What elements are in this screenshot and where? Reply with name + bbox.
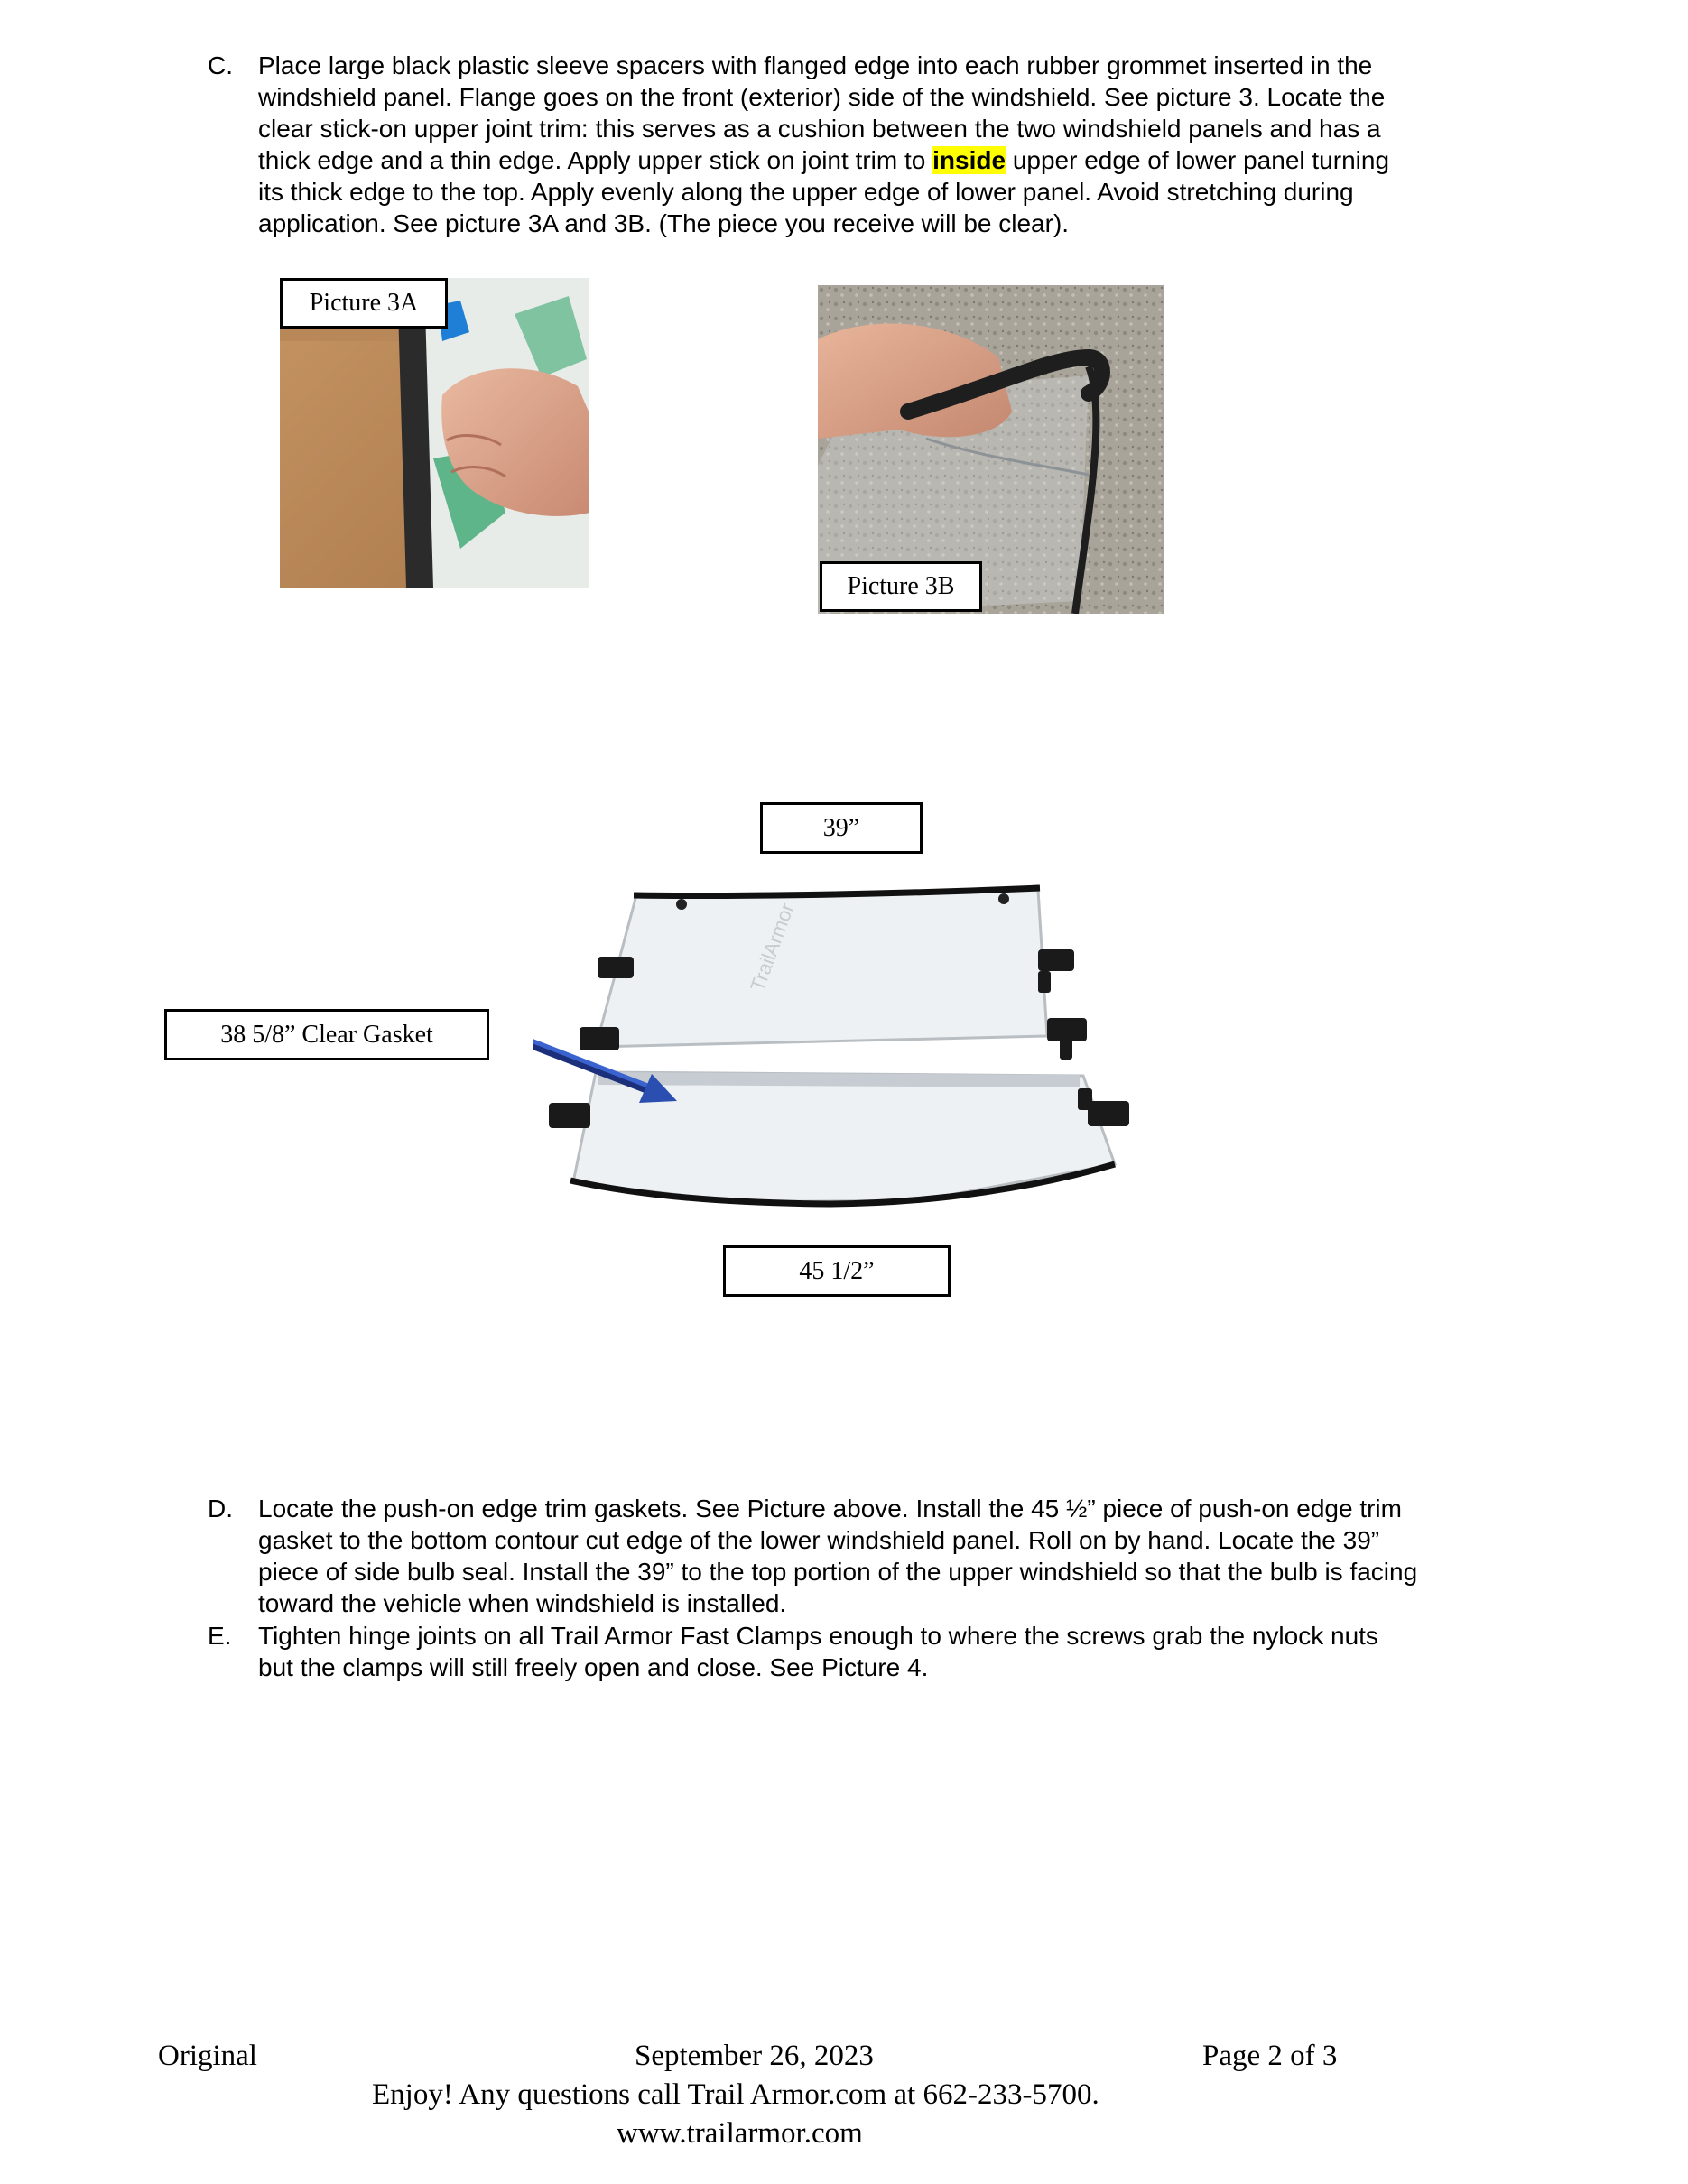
step-e-text <box>258 1620 1378 1683</box>
step-c-line-4-start: thick edge and a thin edge. Apply upper stick on joint trim to <box>258 146 926 174</box>
step-c-line-3: clear stick-on upper joint trim: this serves as a cushion between the two windshield panels and has a <box>258 115 1381 143</box>
footer-website: www.trailarmor.com <box>617 2117 863 2150</box>
step-d-letter: D. <box>208 1495 233 1522</box>
footer-contact: Enjoy! Any questions call Trail Armor.com at 662-233-5700. <box>372 2078 1099 2111</box>
step-d-line-3: piece of side bulb seal. Install the 39” to the top portion of the upper windshield so that the bulb is facing <box>258 1558 1418 1586</box>
highlighted-word-inside: inside <box>932 146 1006 174</box>
step-d-line-2: gasket to the bottom contour cut edge of the lower windshield panel. Roll on by hand. Locate the 39” <box>258 1526 1380 1554</box>
step-e-letter: E. <box>208 1622 232 1650</box>
gasket-label: 38 5/8” Clear Gasket <box>164 1009 489 1060</box>
top-dimension-label: 39” <box>760 802 923 854</box>
step-d <box>208 1493 1562 1619</box>
step-c-line-4 <box>258 144 1389 176</box>
picture-3a-photo <box>280 278 589 588</box>
step-e-line-2: but the clamps will still freely open and close. See Picture 4. <box>258 1653 929 1681</box>
step-c <box>208 50 1562 302</box>
step-d-line-4: toward the vehicle when windshield is installed. <box>258 1589 787 1617</box>
step-c-line-5: its thick edge to the top. Apply evenly along the upper edge of lower panel. Avoid stretching during <box>258 178 1354 206</box>
step-d-line-1: Locate the push-on edge trim gaskets. See Picture above. Install the 45 ½” piece of push-on edge trim <box>258 1495 1402 1522</box>
windshield-diagram <box>533 875 1164 1218</box>
clear-gasket-strip <box>598 1078 1080 1081</box>
step-c-line-2: windshield panel. Flange goes on the front (exterior) side of the windshield. See picture 3. Locate the <box>258 83 1386 111</box>
step-c-text <box>258 50 1389 239</box>
step-c-line-1: Place large black plastic sleeve spacers with flanged edge into each rubber grommet inserted in the <box>258 51 1373 79</box>
step-e-line-1: Tighten hinge joints on all Trail Armor Fast Clamps enough to where the screws grab the nylock nuts <box>258 1622 1378 1650</box>
bottom-dimension-label: 45 1/2” <box>723 1245 951 1297</box>
upper-windshield-panel <box>596 890 1047 1047</box>
step-c-line-6: application. See picture 3A and 3B. (The piece you receive will be clear). <box>258 209 1070 237</box>
step-e <box>208 1620 1562 1683</box>
picture-3a-label: Picture 3A <box>280 278 448 329</box>
step-c-line-4-end: upper edge of lower panel turning <box>1012 146 1390 174</box>
picture-3b-label: Picture 3B <box>820 561 982 612</box>
step-c-letter: C. <box>208 51 233 79</box>
svg-text:TrailArmor: TrailArmor <box>746 900 799 995</box>
picture-3b-photo <box>818 285 1164 614</box>
footer-date: September 26, 2023 <box>635 2040 874 2072</box>
step-d-text <box>258 1493 1417 1619</box>
footer-page-number: Page 2 of 3 <box>1202 2040 1338 2072</box>
footer-revision: Original <box>158 2040 257 2072</box>
